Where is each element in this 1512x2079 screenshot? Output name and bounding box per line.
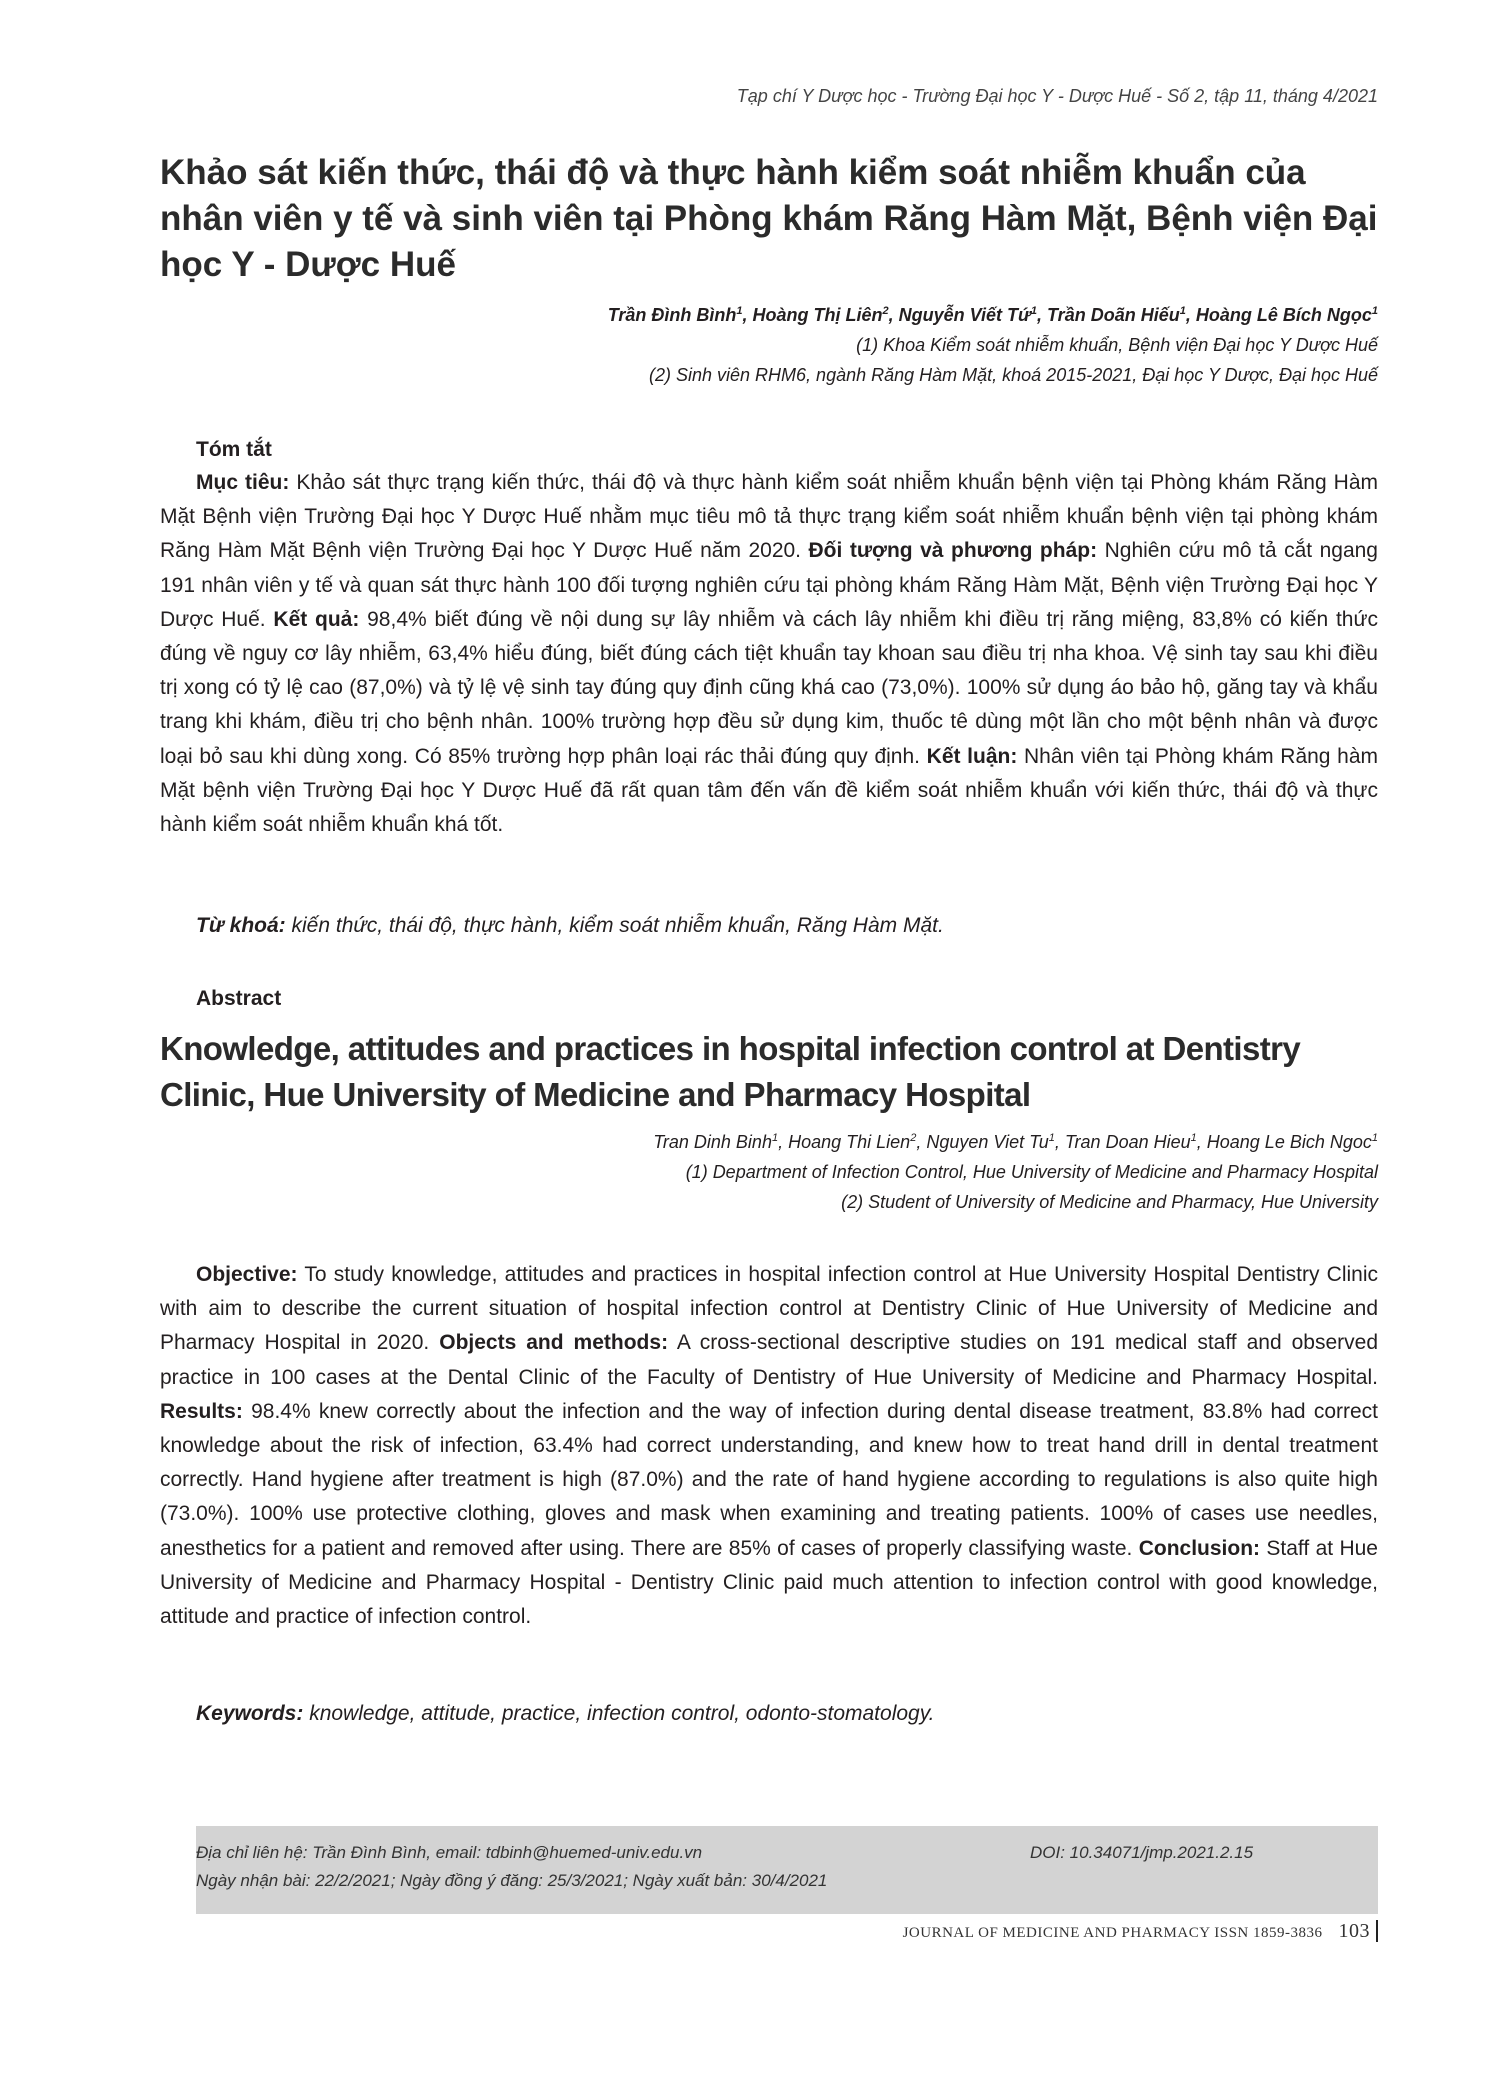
author-affiliation-mark: 1 bbox=[736, 305, 743, 317]
vietnamese-affiliation-2: (2) Sinh viên RHM6, ngành Răng Hàm Mặt, khoá 2015-2021, Đại học Y Dược, Đại học Huế bbox=[649, 365, 1378, 385]
objective-text: To study knowledge, attitudes and practices in hospital infection control at Hue University Hospital Dentistry Clinic with aim to describe the current situation of hospital infection control at Dentistry Clinic of Hue University of Medicine and Pharmacy Hospital in 2020. bbox=[160, 1263, 1378, 1355]
author-separator: , bbox=[1196, 1132, 1207, 1152]
conclusion-label: Conclusion: bbox=[1138, 1536, 1261, 1560]
vietnamese-author-block bbox=[160, 300, 1378, 390]
english-keywords bbox=[196, 1702, 935, 1726]
author-name: Nguyễn Viết Tứ bbox=[898, 305, 1031, 325]
author-name: Hoàng Lê Bích Ngọc bbox=[1195, 305, 1372, 325]
english-title: Knowledge, attitudes and practices in hospital infection control at Dentistry Clinic, Hue University of Medicine and Pharmacy Hospital bbox=[160, 1030, 1301, 1113]
objective-text: Khảo sát thực trạng kiến thức, thái độ và thực hành kiểm soát nhiễm khuẩn bệnh viện tại Phòng khám Răng Hàm Mặt Bệnh viện Trường Đại học Y Dược Huế nhằm mục tiêu mô tả thực trạng kiểm soát nhiễm khuẩn bệnh viện tại phòng khám Răng Hàm Mặt Bệnh viện Trường Đại học Y Dược Huế năm 2020. bbox=[160, 471, 1378, 563]
methods-text: A cross-sectional descriptive studies on 191 medical staff and observed practice in 100 cases at the Dental Clinic of the Faculty of Dentistry of Hue University of Medicine and Pharmacy Hospital. bbox=[160, 1331, 1379, 1389]
keywords-label: Keywords: bbox=[196, 1702, 304, 1725]
results-label: Results: bbox=[160, 1399, 243, 1423]
vietnamese-keywords bbox=[196, 914, 944, 938]
methods-label: Objects and methods: bbox=[439, 1331, 669, 1355]
methods-label: Đối tượng và phương pháp: bbox=[808, 539, 1098, 563]
author-separator: , bbox=[1054, 1132, 1065, 1152]
conclusion-label: Kết luận: bbox=[926, 744, 1018, 768]
english-author-block bbox=[160, 1127, 1378, 1217]
contact-address: Địa chỉ liên hệ: Trần Đình Bình, email: tdbinh@huemed-univ.edu.vn bbox=[196, 1843, 703, 1862]
summary-heading: Tóm tắt bbox=[196, 438, 272, 461]
author-name: Tran Dinh Binh bbox=[653, 1132, 772, 1152]
keywords-text: knowledge, attitude, practice, infection control, odonto-stomatology. bbox=[303, 1702, 935, 1725]
conclusion-text: Staff at Hue University of Medicine and Pharmacy Hospital - Dentistry Clinic paid much attention to infection control with good knowledge, attitude and practice of infection control. bbox=[160, 1536, 1378, 1629]
author-name: Tran Doan Hieu bbox=[1064, 1132, 1191, 1152]
author-name: Hoang Thi Lien bbox=[788, 1132, 911, 1152]
vietnamese-abstract bbox=[160, 466, 1378, 842]
contact-row bbox=[160, 1839, 1378, 1867]
results-label: Kết quả: bbox=[273, 607, 360, 631]
contact-info-box bbox=[196, 1826, 1378, 1914]
author-separator: , bbox=[742, 305, 753, 325]
author-name: Trần Đình Bình bbox=[607, 305, 737, 325]
results-text: 98.4% knew correctly about the infection and the way of infection during dental disease treatment, 83.8% had correct knowledge about the risk of infection, 63.4% had correct understanding, and knew how to treat hand drill in dental treatment correctly. Hand hygiene after treatment is high (87.0%) and the rate of hand hygiene according to regulations is also quite high (73.0%). 100% use protective clothing, gloves and mask when examining and treating patients. 100% of cases use needles, anesthetics for a patient and removed after using. There are 85% of cases of properly classifying waste. bbox=[160, 1399, 1378, 1560]
author-affiliation-mark: 1 bbox=[1371, 1132, 1378, 1144]
author-separator: , bbox=[916, 1132, 927, 1152]
author-affiliation-mark: 2 bbox=[910, 1132, 917, 1144]
vietnamese-affiliation-1: (1) Khoa Kiểm soát nhiễm khuẩn, Bệnh viện Đại học Y Dược Huế bbox=[856, 335, 1378, 355]
keywords-label: Từ khoá: bbox=[196, 914, 286, 937]
running-head: Tạp chí Y Dược học - Trường Đại học Y - Dược Huế - Số 2, tập 11, tháng 4/2021 bbox=[736, 86, 1378, 106]
english-affiliation-1: (1) Department of Infection Control, Hue University of Medicine and Pharmacy Hospital bbox=[685, 1162, 1378, 1182]
english-affiliation-2: (2) Student of University of Medicine and Pharmacy, Hue University bbox=[841, 1192, 1378, 1212]
author-separator: , bbox=[778, 1132, 789, 1152]
author-affiliation-mark: 1 bbox=[1371, 305, 1378, 317]
author-separator: , bbox=[1185, 305, 1196, 325]
keywords-text: kiến thức, thái độ, thực hành, kiểm soát nhiễm khuẩn, Răng Hàm Mặt. bbox=[285, 914, 944, 937]
author-separator: , bbox=[888, 305, 899, 325]
methods-text: Nghiên cứu mô tả cắt ngang 191 nhân viên y tế và quan sát thực hành 100 đối tượng nghiên cứu tại phòng khám Răng Hàm Mặt, Bệnh viện Trường Đại học Y Dược Huế. bbox=[160, 539, 1378, 631]
author-affiliation-mark: 1 bbox=[771, 1132, 779, 1144]
publication-dates: Ngày nhận bài: 22/2/2021; Ngày đồng ý đăng: 25/3/2021; Ngày xuất bản: 30/4/2021 bbox=[196, 1871, 828, 1890]
author-affiliation-mark: 2 bbox=[882, 305, 889, 317]
author-name: Nguyen Viet Tu bbox=[926, 1132, 1049, 1152]
vietnamese-title: Khảo sát kiến thức, thái độ và thực hành kiểm soát nhiễm khuẩn của nhân viên y tế và sinh viên tại Phòng khám Răng Hàm Mặt, Bệnh viện Đại học Y - Dược Huế bbox=[160, 153, 1378, 284]
author-affiliation-mark: 1 bbox=[1190, 1132, 1197, 1144]
objective-label: Mục tiêu: bbox=[196, 471, 290, 494]
vietnamese-author-list bbox=[160, 300, 1378, 330]
author-name: Hoàng Thị Liên bbox=[752, 305, 883, 325]
author-affiliation-mark: 1 bbox=[1030, 305, 1037, 317]
objective-label: Objective: bbox=[196, 1263, 298, 1286]
results-text: 98,4% biết đúng về nội dung sự lây nhiễm và cách lây nhiễm khi điều trị răng miệng, 83,8% có kiến thức đúng về nguy cơ lây nhiễm, 63,4% hiểu đúng, biết đúng cách tiệt khuẩn tay khoan sau điều trị nha khoa. Vệ sinh tay sau khi điều trị xong có tỷ lệ cao (87,0%) và tỷ lệ vệ sinh tay đúng quy định cũng khá cao (73,0%). 100% sử dụng áo bảo hộ, găng tay và khẩu trang khi khám, điều trị cho bệnh nhân. 100% trường hợp đều sử dụng kim, thuốc tê dùng một lần cho một bệnh nhân và được loại bỏ sau khi dùng xong. Có 85% trường hợp phân loại rác thải đúng quy định. bbox=[160, 607, 1379, 768]
doi-text: DOI: 10.34071/jmp.2021.2.15 bbox=[1030, 1843, 1254, 1862]
author-affiliation-mark: 1 bbox=[1048, 1132, 1055, 1144]
conclusion-text: Nhân viên tại Phòng khám Răng hàm Mặt bệnh viện Trường Đại học Y Dược Huế đã rất quan tâm đến vấn đề kiểm soát nhiễm khuẩn với kiến thức, thái độ và thực hành kiểm soát nhiễm khuẩn khá tốt. bbox=[160, 744, 1378, 837]
page-footer bbox=[160, 1920, 1378, 1943]
author-affiliation-mark: 1 bbox=[1179, 305, 1186, 317]
journal-name: JOURNAL OF MEDICINE AND PHARMACY ISSN 1859-3836 bbox=[902, 1925, 1323, 1941]
abstract-heading: Abstract bbox=[196, 987, 282, 1010]
english-abstract bbox=[160, 1258, 1378, 1634]
author-name: Trần Doãn Hiếu bbox=[1047, 305, 1180, 325]
english-author-list bbox=[160, 1127, 1378, 1157]
author-separator: , bbox=[1037, 305, 1048, 325]
author-name: Hoang Le Bich Ngoc bbox=[1206, 1132, 1372, 1152]
page-number: 103 bbox=[1339, 1920, 1379, 1942]
